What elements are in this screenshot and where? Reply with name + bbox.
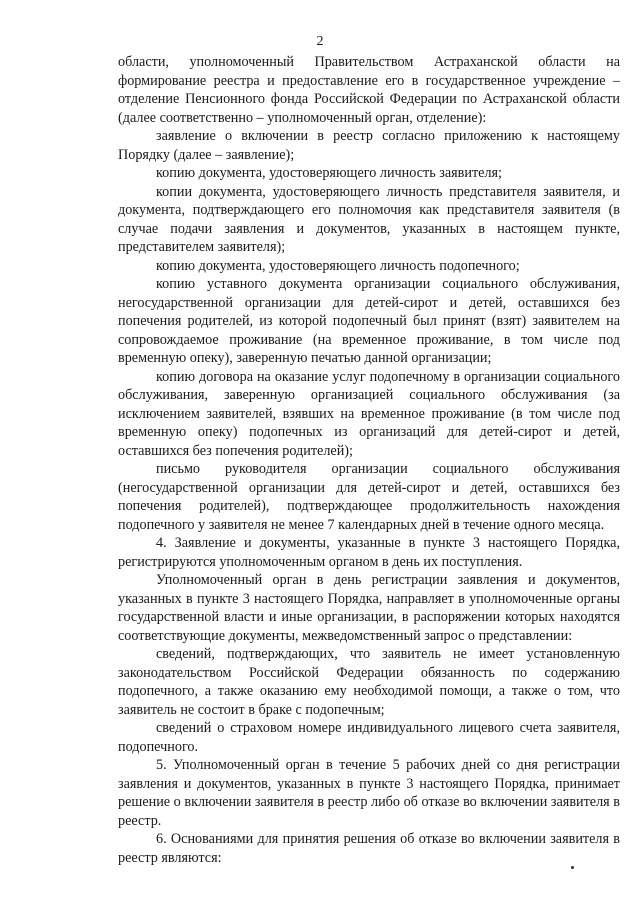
paragraph: копию документа, удостоверяющего личность заявителя; [156,165,502,181]
paragraph: копию уставного документа организации социального обслуживания, негосударственной организации для детей-сирот и детей, оставшихся без попечения родителей, из которой подопечный был принят (взят) заявителем на сопровождаемое проживание (на временное проживание, в том числе под временную опеку), заверенную печатью данной организации; [118,276,620,366]
paragraph: 4. Заявление и документы, указанные в пункте 3 настоящего Порядка, регистрируются уполномоченным органом в день их поступления. [118,535,620,570]
scan-mark [571,866,574,869]
paragraph: сведений о страховом номере индивидуального лицевого счета заявителя, подопечного. [118,720,620,755]
paragraph: 6. Основаниями для принятия решения об отказе во включении заявителя в реестр являются: [118,831,620,866]
paragraph: области, уполномоченный Правительством Астраханской области на формирование реестра и предоставление его в государственное учреждение – отделение Пенсионного фонда Российской Федерации по Астраханской области (далее соответственно – уполномоченный орган, отделение): [118,54,620,126]
paragraph: копию договора на оказание услуг подопечному в организации социального обслуживания, заверенную организацией социального обслуживания (за исключением заявителей, взявших на временное проживание (в том числе под временную опеку) подопечных из организаций для детей-сирот и детей, оставшихся без попечения родителей); [118,368,620,459]
paragraph: копию документа, удостоверяющего личность подопечного; [156,257,520,274]
paragraph: копии документа, удостоверяющего личность представителя заявителя, и документа, подтверждающего его полномочия как представителя заявителя (в случае подачи заявления и документов, указанных в настоящем пункте, представителем заявителя); [118,183,620,255]
paragraph: заявление о включении в реестр согласно приложению к настоящему Порядку (далее – заявление); [118,128,620,163]
paragraph: сведений, подтверждающих, что заявитель не имеет установленную законодательством Российской Федерации обязанность по содержанию подопечного, а также оказанию ему необходимой помощи, а также о том, что заявитель не состоит в браке с подопечным; [118,646,620,718]
paragraph: 5. Уполномоченный орган в течение 5 рабочих дней со дня регистрации заявления и документов, указанных в пункте 3 настоящего Порядка, принимает решение о включении заявителя в реестр либо об отказе во включении заявителя в реестр. [118,757,620,829]
paragraph: Уполномоченный орган в день регистрации заявления и документов, указанных в пункте 3 настоящего Порядка, направляет в уполномоченные органы государственной власти и иные организации, в распоряжении которых находятся соответствующие документы, межведомственный запрос о представлении: [118,572,620,644]
document-body [118,53,620,867]
paragraph: письмо руководителя организации социального обслуживания (негосударственной организации для детей-сирот и детей, оставшихся без попечения родителей), подтверждающее продолжительность нахождения подопечного у заявителя не менее 7 календарных дней в течение одного месяца. [118,461,620,533]
page-number: 2 [316,34,324,49]
